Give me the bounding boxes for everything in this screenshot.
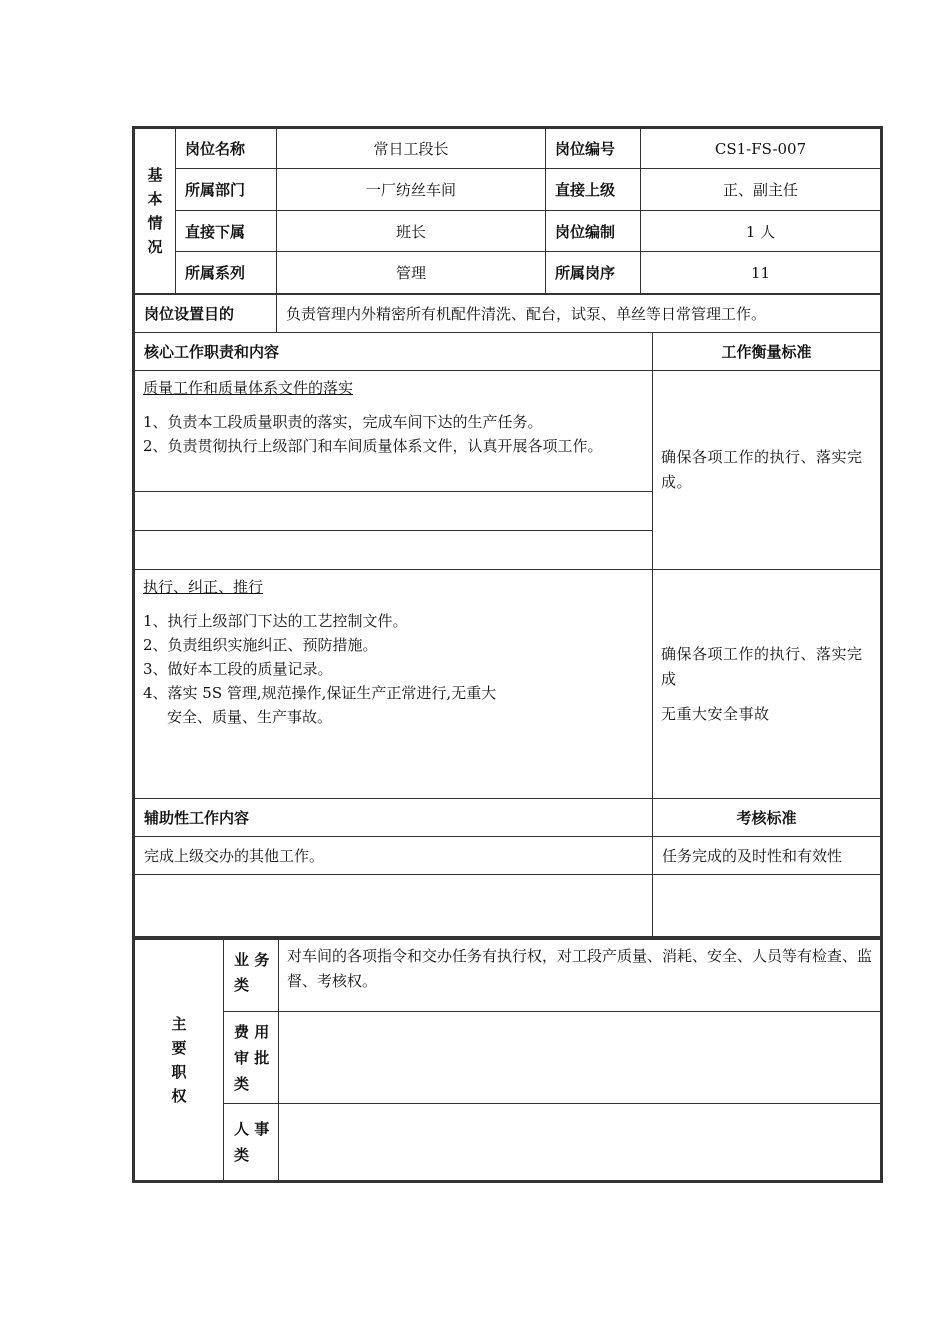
series-value: 管理 [277,252,546,294]
list-item: 3、做好本工段的质量记录。 [143,660,333,678]
position-name-value: 常日工段长 [277,128,546,169]
auxiliary-standard-header: 考核标准 [653,799,882,837]
auxiliary-standard: 任务完成的及时性和有效性 [653,837,882,875]
direct-superior-value: 正、副主任 [641,169,882,211]
list-item: 2、负责组织实施纠正、预防措施。 [143,636,378,654]
blank-row [653,875,882,937]
position-code-value: CS1-FS-007 [641,128,882,169]
position-code-label: 岗位编号 [546,128,641,169]
purpose-text: 负责管理内外精密所有机配件清洗、配台，试泵、单丝等日常管理工作。 [277,295,882,333]
basic-info-table [132,126,883,294]
authority-table [132,937,883,1183]
personnel-authority-content [279,1104,882,1182]
section-title: 质量工作和质量体系文件的落实 [143,379,354,397]
list-item: 2、负责贯彻执行上级部门和车间质量体系文件，认真开展各项工作。 [143,437,603,455]
series-label: 所属系列 [176,252,277,294]
business-authority-content: 对车间的各项指令和交办任务有执行权，对工段产质量、消耗、安全、人员等有检查、监督、考核权。 [279,939,882,1012]
department-label: 所属部门 [176,169,277,211]
auxiliary-content: 完成上级交办的其他工作。 [134,837,653,875]
list-item: 4、落实 5S 管理,规范操作,保证生产正常进行,无重大 [143,684,497,702]
rank-value: 11 [641,252,882,294]
job-description-form [132,126,880,1183]
section-title: 执行、纠正、推行 [143,578,264,596]
expense-approval-content [279,1012,882,1104]
rank-label: 所属岗序 [546,252,641,294]
basic-info-side-label: 基 本 情 况 [134,128,176,294]
list-item: 1、负责本工段质量职责的落实，完成车间下达的生产任务。 [143,413,543,431]
direct-superior-label: 直接上级 [546,169,641,211]
blank-row [134,531,653,570]
position-name-label: 岗位名称 [176,128,277,169]
auxiliary-header: 辅助性工作内容 [134,799,653,837]
core-section-execution [134,570,653,799]
list-item: 1、执行上级部门下达的工艺控制文件。 [143,612,408,630]
subordinate-value: 班长 [277,211,546,252]
list-item: 安全、质量、生产事故。 [167,708,333,726]
department-value: 一厂纺丝车间 [277,169,546,211]
core-standard-header: 工作衡量标准 [653,333,882,371]
subordinate-label: 直接下属 [176,211,277,252]
headcount-label: 岗位编制 [546,211,641,252]
authority-side-label: 主 要 职 权 [134,939,224,1182]
purpose-label: 岗位设置目的 [134,295,277,333]
duties-table [132,294,883,937]
expense-approval-label: 费 用 审 批 类 [224,1012,279,1104]
business-authority-label: 业 务 类 [224,939,279,1012]
core-duties-header: 核心工作职责和内容 [134,333,653,371]
personnel-authority-label: 人 事 类 [224,1104,279,1182]
core-section-quality [134,371,653,492]
blank-row [134,492,653,531]
core-standard-quality: 确保各项工作的执行、落实完成。 [653,371,882,570]
headcount-value: 1 人 [641,211,882,252]
blank-row [134,875,653,937]
core-standard-execution: 确保各项工作的执行、落实完成 无重大安全事故 [653,570,882,799]
